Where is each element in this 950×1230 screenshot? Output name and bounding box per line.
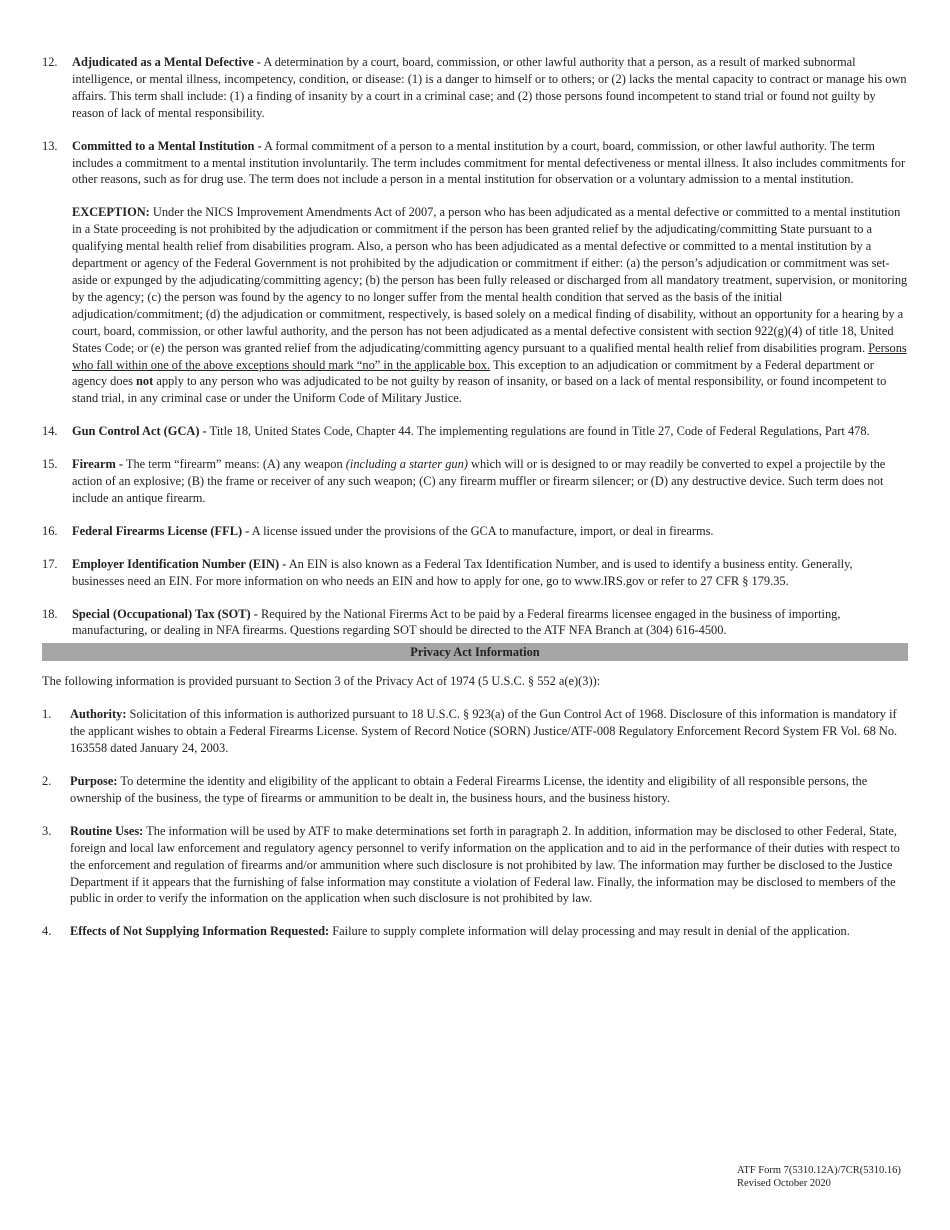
privacy-item-authority: 1. Authority: Solicitation of this information is authorized pursuant to 18 U.S.C. § 923(a) of the Gun Control Act of 1968. Disclosure of this information is mandatory if the applicant wishes to obtain a Federal Firearms License. System of Record Notice (SORN) Justice/ATF-008 Regulatory Enforcement Record System FR Vol. 68 No. 163558 dated January 24, 2003. — [42, 707, 898, 756]
privacy-item-effects: 4. Effects of Not Supplying Information Requested: Failure to supply complete information will delay processing and may result in denial of the application. — [42, 924, 850, 939]
privacy-item-routine-uses: 3. Routine Uses: The information will be used by ATF to make determinations set forth in paragraph 2. In addition, information may be disclosed to other Federal, State, foreign and local law enforcement and regulatory agency personnel to verify information on the application and to aid in the performance of their duties with respect to the enforcement and regulation of firearms and/or ammunition where such disclosure is not prohibited by law. The information may further be disclosed to the Justice Department if it appears that the furnishing of false information may constitute a violation of Federal law. Finally, the information may be disclosed to members of the public in order to verify the information on the application when such disclosure is not prohibited by law. — [42, 823, 900, 906]
definition-number: 14. — [42, 424, 58, 439]
exception-paragraph: EXCEPTION: Under the NICS Improvement Amendments Act of 2007, a person who has been adjudicated as a mental defective or committed to a mental institution in a State proceeding is not prohibited by the adjudication or commitment if the person has been granted relief by the adjudicating/committing State pursuant to a qualifying mental health relief from disabilities program. Also, a person who has been adjudicated as a mental defective or committed to a mental institution by a department or agency of the Federal Government is not prohibited by the adjudication or commitment if either: (a) the person’s adjudication or commitment was set-aside or expunged by the adjudicating/committing agency; (b) the person has been fully released or discharged from all mandatory treatment, supervision, or monitoring by the agency; (c) the person was found by the agency to no longer suffer from the mental health condition that served as the basis of the initial adjudication/commitment; (d) the adjudication or commitment, respectively, is based solely on a medical finding of disability, without an opportunity for a hearing by a court, board, commission, or other lawful authority, and the person has not been adjudicated as a mental defective consistent with section 922(g)(4) of title 18, United States Code; or (e) the person was granted relief from the adjudicating/committing agency pursuant to a qualified mental health relief from disabilities program. Persons who fall within one of the above exceptions should mark “no” in the applicable box. This exception to an adjudication or commitment by a Federal department or agency does not apply to any person who was adjudicated to be not guilty by reason of insanity, or based on a lack of mental responsibility, or found incompetent to stand trial, in any criminal case or under the Uniform Code of Military Justice. — [72, 205, 908, 406]
definition-term: Federal Firearms License (FFL) - — [72, 523, 250, 538]
definition-16 — [42, 523, 908, 540]
definition-term: Firearm - — [72, 457, 124, 472]
definition-number: 18. — [42, 606, 58, 621]
definition-14 — [42, 423, 908, 440]
definition-text: An EIN is also known as a Federal Tax Identification Number, and is used to identify a business entity. Generally, businesses need an EIN. For more information on who needs an EIN and how to apply for one, go to www.IRS.gov or refer to 27 CFR § 179.35. — [72, 556, 853, 588]
definition-text: A determination by a court, board, commission, or other lawful authority that a person, as a result of marked subnormal intelligence, or mental illness, incompetency, condition, or disease: (1) is a danger to himself or to others; or (2) lacks the mental capacity to contract or manage his own affairs. This term shall include: (1) a finding of insanity by a court in a criminal case; and (2) those persons found incompetent to stand trial or found not guilty by reason of lack of mental responsibility. — [72, 55, 907, 120]
exception-label: EXCEPTION: — [72, 205, 150, 220]
definition-number: 17. — [42, 556, 58, 571]
definition-term: Committed to a Mental Institution - — [72, 138, 262, 153]
definition-number: 15. — [42, 457, 58, 472]
definition-17 — [42, 556, 908, 590]
definition-text: Title 18, United States Code, Chapter 44. The implementing regulations are found in Title 27, Code of Federal Regulations, Part 478. — [206, 424, 870, 439]
definition-number: 13. — [42, 138, 58, 153]
exception-underlined-note: Persons who fall within one of the above exceptions should mark “no” in the applicable box. — [72, 340, 907, 372]
definition-text: Required by the National Firerms Act to be paid by a Federal firearms licensee engaged in the business of importing, manufacturing, or dealing in NFA firearms. Questions regarding SOT should be directed to the ATF NFA Branch at (304) 616-4500. — [72, 606, 841, 638]
form-number: ATF Form 7(5310.12A)/7CR(5310.16) — [737, 1165, 901, 1176]
form-revision: Revised October 2020 — [737, 1178, 831, 1189]
definition-number: 16. — [42, 523, 58, 538]
definition-term: Gun Control Act (GCA) - — [72, 424, 207, 439]
form-footer — [737, 1164, 901, 1190]
definition-13 — [42, 138, 908, 408]
definition-text: A license issued under the provisions of the GCA to manufacture, import, or deal in firearms. — [249, 523, 714, 538]
privacy-item-purpose: 2. Purpose: To determine the identity and eligibility of the applicant to obtain a Federal Firearms License, the identity and eligibility of all responsible persons, the ownership of the business, the type of firearms or ammunition to be dealt in, the business hours, and the business history. — [42, 774, 868, 805]
document-page — [42, 54, 908, 956]
definition-term: Employer Identification Number (EIN) - — [72, 556, 287, 571]
definition-number: 12. — [42, 55, 58, 69]
privacy-act-header: Privacy Act Information — [42, 643, 908, 661]
definition-term: Adjudicated as a Mental Defective - — [72, 55, 261, 69]
privacy-intro: The following information is provided pursuant to Section 3 of the Privacy Act of 1974 (5 U.S.C. § 552 a(e)(3)): — [42, 674, 601, 689]
definition-15: 15. Firearm - The term “firearm” means: (A) any weapon (including a starter gun) which will or is designed to or may readily be converted to expel a projectile by the action of an explosive; (B) the frame or receiver of any such weapon; (C) any firearm muffler or firearm silencer; or (D) any destructive device. Such term does not include an antique firearm. — [42, 457, 886, 505]
definition-term: Special (Occupational) Tax (SOT) - — [72, 606, 258, 621]
definition-12 — [42, 54, 908, 122]
definition-text: A formal commitment of a person to a mental institution by a court, board, commission, or other lawful authority. The term includes a commitment to a mental institution involuntarily. The term includes commitment for mental defectiveness or mental illness. It also includes commitments for other reasons, such as for drug use. The term does not include a person in a mental institution for observation or a voluntary admission to a mental institution. — [72, 138, 906, 187]
definition-18 — [42, 606, 908, 640]
